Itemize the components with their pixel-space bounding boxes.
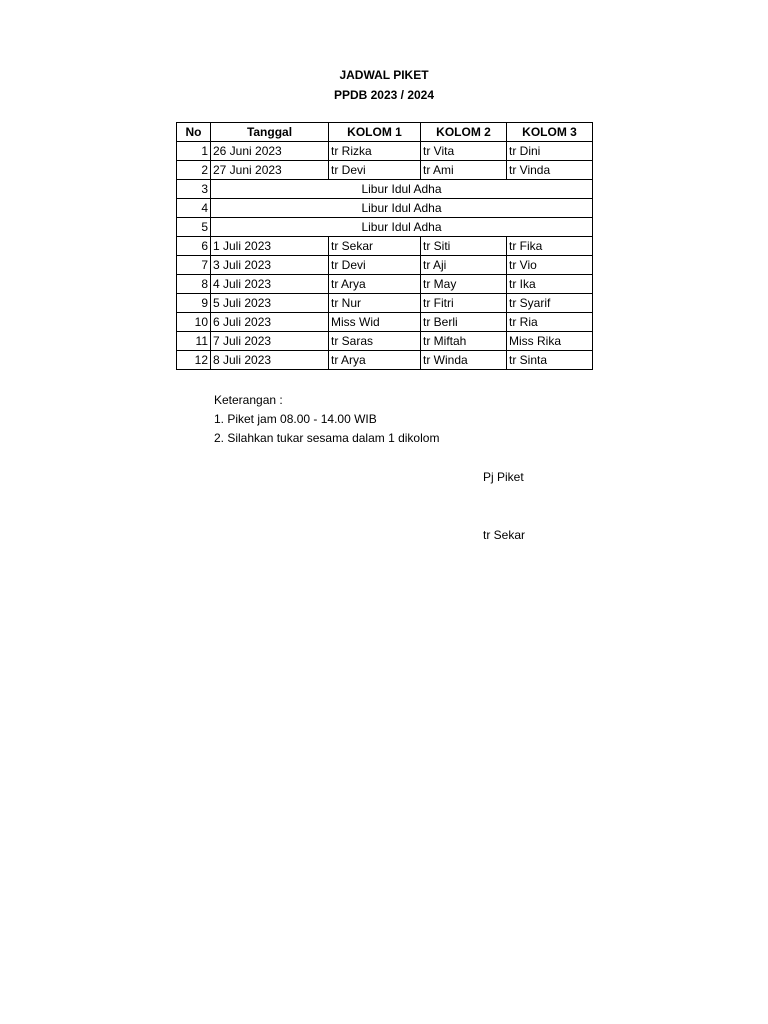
table-row bbox=[177, 199, 593, 218]
table-row bbox=[177, 180, 593, 199]
cell-kolom-1: tr Saras bbox=[329, 332, 421, 351]
cell-kolom-1: tr Nur bbox=[329, 294, 421, 313]
table-row bbox=[177, 237, 593, 256]
cell-no: 6 bbox=[177, 237, 211, 256]
cell-kolom-2: tr Miftah bbox=[421, 332, 507, 351]
cell-kolom-1: tr Arya bbox=[329, 351, 421, 370]
cell-no: 4 bbox=[177, 199, 211, 218]
cell-no: 10 bbox=[177, 313, 211, 332]
header-kolom-3: KOLOM 3 bbox=[507, 123, 593, 142]
header-kolom-1: KOLOM 1 bbox=[329, 123, 421, 142]
cell-tanggal: 4 Juli 2023 bbox=[211, 275, 329, 294]
header-tanggal: Tanggal bbox=[211, 123, 329, 142]
cell-no: 11 bbox=[177, 332, 211, 351]
cell-no: 8 bbox=[177, 275, 211, 294]
cell-kolom-2: tr May bbox=[421, 275, 507, 294]
cell-no: 1 bbox=[177, 142, 211, 161]
document-subtitle: PPDB 2023 / 2024 bbox=[333, 88, 435, 102]
cell-kolom-2: tr Fitri bbox=[421, 294, 507, 313]
cell-holiday: Libur Idul Adha bbox=[211, 180, 593, 199]
cell-kolom-3: tr Fika bbox=[507, 237, 593, 256]
cell-kolom-1: tr Rizka bbox=[329, 142, 421, 161]
cell-kolom-3: tr Ika bbox=[507, 275, 593, 294]
cell-no: 3 bbox=[177, 180, 211, 199]
cell-tanggal: 3 Juli 2023 bbox=[211, 256, 329, 275]
cell-tanggal: 6 Juli 2023 bbox=[211, 313, 329, 332]
cell-no: 5 bbox=[177, 218, 211, 237]
cell-kolom-3: tr Vio bbox=[507, 256, 593, 275]
cell-kolom-2: tr Siti bbox=[421, 237, 507, 256]
cell-kolom-3: tr Ria bbox=[507, 313, 593, 332]
document-title: JADWAL PIKET bbox=[339, 68, 429, 82]
cell-kolom-3: tr Vinda bbox=[507, 161, 593, 180]
cell-no: 7 bbox=[177, 256, 211, 275]
cell-tanggal: 5 Juli 2023 bbox=[211, 294, 329, 313]
table-row bbox=[177, 256, 593, 275]
cell-kolom-3: tr Dini bbox=[507, 142, 593, 161]
note-item: 1. Piket jam 08.00 - 14.00 WIB bbox=[214, 412, 377, 426]
table-row bbox=[177, 294, 593, 313]
table-row bbox=[177, 218, 593, 237]
header-no: No bbox=[177, 123, 211, 142]
note-item: 2. Silahkan tukar sesama dalam 1 dikolom bbox=[214, 431, 440, 445]
header-kolom-2: KOLOM 2 bbox=[421, 123, 507, 142]
cell-tanggal: 1 Juli 2023 bbox=[211, 237, 329, 256]
cell-holiday: Libur Idul Adha bbox=[211, 218, 593, 237]
cell-kolom-3: tr Syarif bbox=[507, 294, 593, 313]
cell-kolom-2: tr Ami bbox=[421, 161, 507, 180]
signature-name: tr Sekar bbox=[483, 528, 526, 542]
cell-kolom-1: Miss Wid bbox=[329, 313, 421, 332]
cell-tanggal: 7 Juli 2023 bbox=[211, 332, 329, 351]
cell-tanggal: 8 Juli 2023 bbox=[211, 351, 329, 370]
cell-tanggal: 26 Juni 2023 bbox=[211, 142, 329, 161]
notes-heading: Keterangan : bbox=[214, 393, 283, 407]
cell-kolom-1: tr Arya bbox=[329, 275, 421, 294]
table-row bbox=[177, 313, 593, 332]
cell-kolom-1: tr Devi bbox=[329, 256, 421, 275]
table-row bbox=[177, 275, 593, 294]
schedule-table bbox=[176, 122, 593, 370]
cell-tanggal: 27 Juni 2023 bbox=[211, 161, 329, 180]
table-row bbox=[177, 142, 593, 161]
cell-kolom-2: tr Berli bbox=[421, 313, 507, 332]
signature-role: Pj Piket bbox=[483, 470, 524, 484]
cell-no: 12 bbox=[177, 351, 211, 370]
cell-kolom-1: tr Devi bbox=[329, 161, 421, 180]
cell-no: 9 bbox=[177, 294, 211, 313]
cell-holiday: Libur Idul Adha bbox=[211, 199, 593, 218]
cell-kolom-3: tr Sinta bbox=[507, 351, 593, 370]
cell-kolom-2: tr Winda bbox=[421, 351, 507, 370]
table-row bbox=[177, 332, 593, 351]
table-header-row bbox=[177, 123, 593, 142]
table-row bbox=[177, 161, 593, 180]
cell-kolom-3: Miss Rika bbox=[507, 332, 593, 351]
cell-no: 2 bbox=[177, 161, 211, 180]
cell-kolom-2: tr Aji bbox=[421, 256, 507, 275]
cell-kolom-1: tr Sekar bbox=[329, 237, 421, 256]
table-row bbox=[177, 351, 593, 370]
cell-kolom-2: tr Vita bbox=[421, 142, 507, 161]
